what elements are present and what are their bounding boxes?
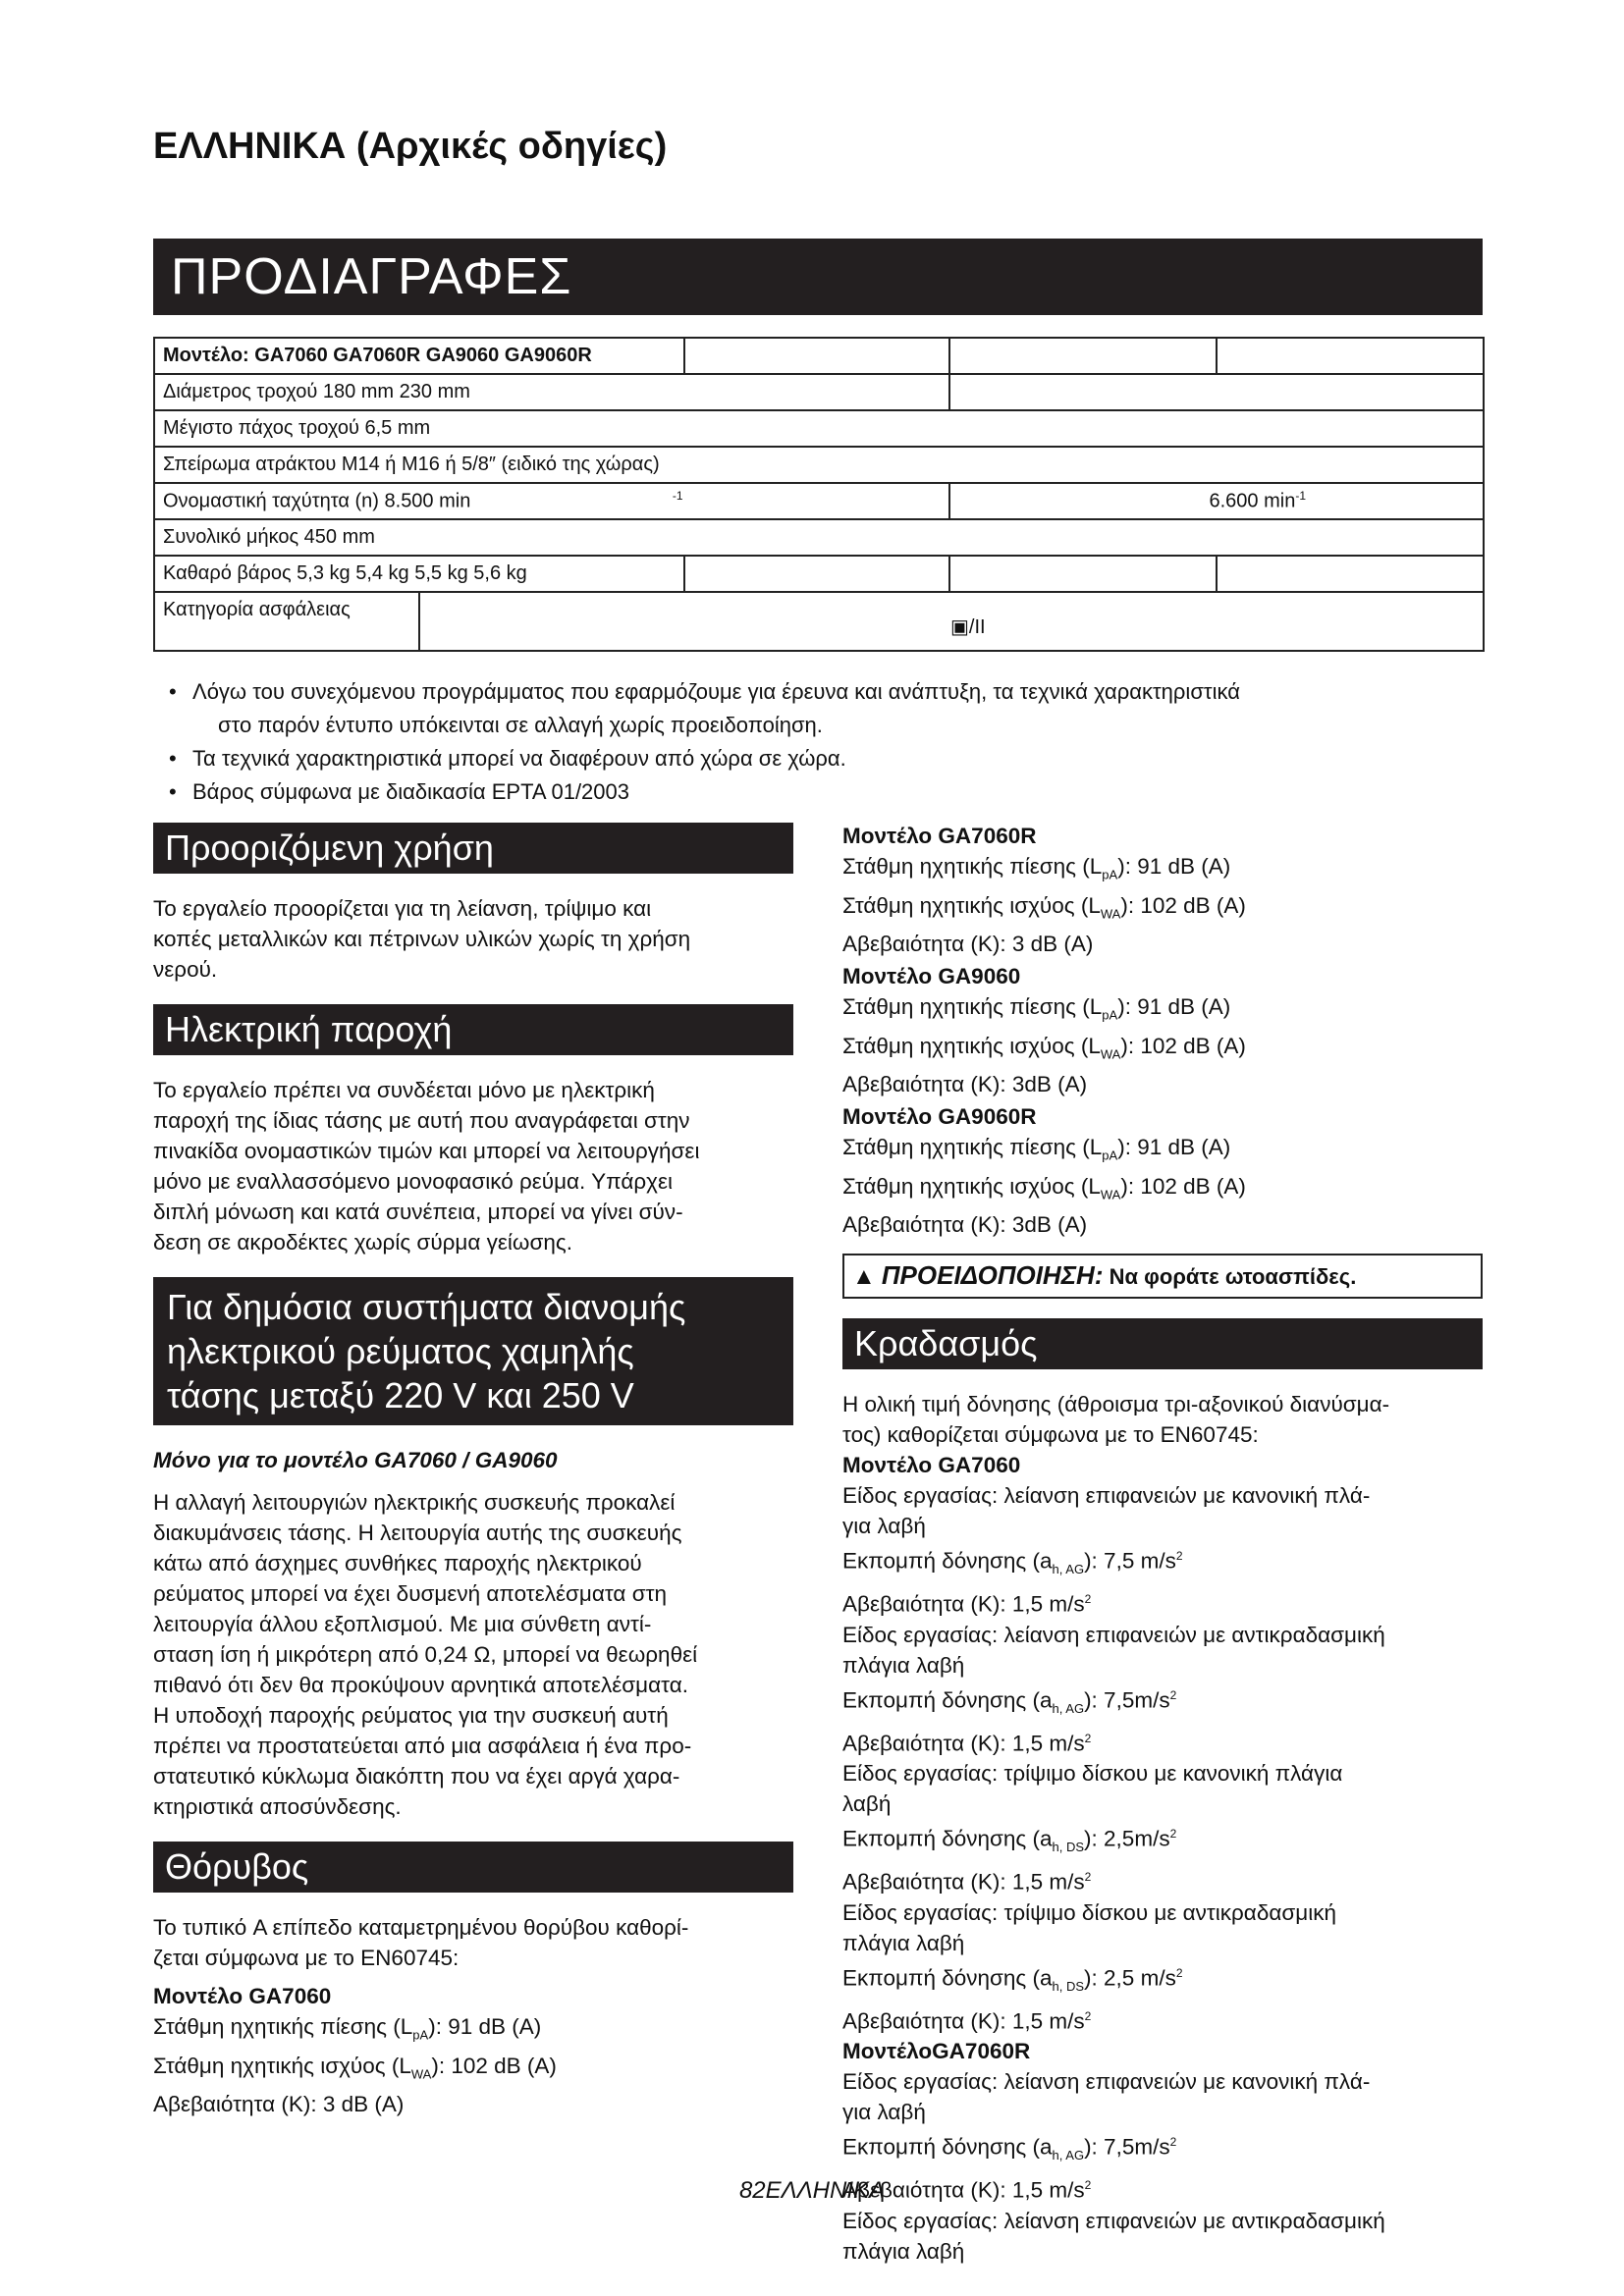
public-lv-text: Η αλλαγή λειτουργιών ηλεκτρικής συσκευής προκαλεί διακυμάνσεις τάσης. Η λειτουργία αυτής της συσκευής κάτω από άσχημες συνθήκες παροχής ηλεκτρικού ρεύματος μπορεί να έχει δυσμενή αποτελέσματα στη λειτουργία άλλου εξοπλισμού. Με μια σύνθετη αντί- σταση ίση ή μικρότερη από 0,24 Ω, μπορεί να θεωρηθεί πιθανό ότι δεν θα προκύψουν αρνητικά αποτελέσματα. Η υποδοχή παροχής ρεύματος για την συσκευή αυτή πρέπει να προστατεύεται από μια ασφάλεια ή ένα προ- στατευτικό κύκλωμα διακόπτη που να έχει αργά χαρα- κτηριστικά αποσύνδεσης. [153, 1490, 698, 1819]
spec-row-model [154, 338, 1484, 374]
warning-text: Να φοράτε ωτοασπίδες. [1103, 1264, 1357, 1289]
spec-max-thickness: Μέγιστο πάχος τροχού 6,5 mm [154, 410, 1484, 447]
spec-rated-speed-text: Ονομαστική ταχύτητα (n) 8.500 min [163, 490, 471, 512]
vibration-entry: Είδος εργασίας: λείανση επιφανειών με αντικραδασμική πλάγια λαβή Εκπομπή δόνησης $(a_{h, AG})$: $7,5m/s^2$ Αβεβαιότητα (K): 1,5 $m/s^2$ [842, 1622, 1385, 1755]
warning-label: ΠΡΟΕΙΔΟΠΟΙΗΣΗ: [881, 1260, 1104, 1290]
noise-intro: Το τυπικό A επίπεδο καταμετρημένου θορύβου καθορί- ζεται σύμφωνα με το EN60745: [153, 1915, 689, 1970]
noise-model-block [842, 821, 1483, 959]
noise-pressure: Στάθμη ηχητικής πίεσης $(L_{pA})$: 91 dB (A) [842, 854, 1231, 882]
spec-rated-speed-sup: -1 [672, 489, 683, 504]
spec-row-speed [154, 483, 1484, 519]
spec-row-safety [154, 592, 1484, 651]
spec-row-thread [154, 447, 1484, 483]
bullet-icon: • [169, 679, 177, 704]
vibration-model-name: ΜοντέλοGA7060R [842, 2039, 1031, 2063]
spec-net-weight: Καθαρό βάρος 5,3 kg 5,4 kg 5,5 kg 5,6 kg [154, 556, 684, 592]
noise-power: Στάθμη ηχητικής ισχύος $(L_{WA})$: 102 dB (A) [842, 1173, 1246, 1201]
noise-pressure: Στάθμη ηχητικής πίεσης $(L_{pA})$: 91 dB (A) [842, 1135, 1231, 1163]
vibration-entry: Είδος εργασίας: τρίψιμο δίσκου με κανονική πλάγια λαβή Εκπομπή δόνησης $(a_{h, DS})$: $2,5m/s^2$ Αβεβαιότητα (K): 1,5 $m/s^2$ [842, 1761, 1343, 1895]
note-item: • Βάρος σύμφωνα με διαδικασία EPTA 01/2003 [169, 775, 1494, 809]
noise-pressure: Στάθμη ηχητικής πίεσης $(L_{pA})$: 91 dB (A) [153, 2014, 542, 2043]
noise-uncertainty: Αβεβαιότητα (K): 3dB (A) [842, 1212, 1088, 1237]
vibration-intro: Η ολική τιμή δόνησης (άθροισμα τρι-αξονικού διανύσμα- τος) καθορίζεται σύμφωνα με το EN60745: [842, 1392, 1390, 1447]
spec-spindle-thread: Σπείρωμα ατράκτου M14 ή M16 ή 5/8″ (ειδικό της χώρας) [154, 447, 1484, 483]
spec-overall-length: Συνολικό μήκος 450 mm [154, 519, 1484, 556]
right-column [842, 821, 1483, 2267]
spec-rated-speed-2-text: 6.600 min [1209, 490, 1296, 512]
vibration-entry: Είδος εργασίας: λείανση επιφανειών με αντικραδασμική πλάγια λαβή [842, 2208, 1385, 2264]
spec-rated-speed [154, 483, 949, 519]
bullet-icon: • [169, 779, 177, 804]
noise-model-block [153, 1981, 793, 2119]
spec-safety-class: Κατηγορία ασφάλειας [154, 592, 419, 651]
vibration-entry: Είδος εργασίας: λείανση επιφανειών με κανονική πλά- για λαβή Εκπομπή δόνησης $(a_{h, AG})$: $7,5m/s^2$ Αβεβαιότητα (K): 1,5 $m/s^2$ [842, 2069, 1371, 2203]
noise-model-name: Μοντέλο GA9060 [842, 964, 1021, 988]
spec-row-length [154, 519, 1484, 556]
noise-uncertainty: Αβεβαιότητα (K): 3 dB (A) [842, 932, 1094, 956]
warning-box [842, 1254, 1483, 1299]
spec-row-weight [154, 556, 1484, 592]
spec-row-diameter [154, 374, 1484, 410]
public-lv-heading: Για δημόσια συστήματα διανομής ηλεκτρικού ρεύματος χαμηλής τάσης μεταξύ 220 V και 250 V [153, 1277, 793, 1425]
note-item: • Τα τεχνικά χαρακτηριστικά μπορεί να διαφέρουν από χώρα σε χώρα. [169, 742, 1494, 775]
noise-power: Στάθμη ηχητικής ισχύος $(L_{WA})$: 102 dB (A) [842, 1033, 1246, 1061]
vibration-entry: Είδος εργασίας: λείανση επιφανειών με κανονική πλά- για λαβή Εκπομπή δόνησης $(a_{h, AG})$: 7,5 $m/s^2$ Αβεβαιότητα (K): 1,5 $m/s^2$ [842, 1483, 1371, 1617]
public-lv-subtitle: Μόνο για το μοντέλο GA7060 / GA9060 [153, 1448, 558, 1472]
noise-model-block [842, 961, 1483, 1099]
note-item-cont: στο παρόν έντυπο υπόκεινται σε αλλαγή χωρίς προειδοποίηση. [218, 713, 823, 737]
spec-rated-speed-2-sup: -1 [1295, 489, 1307, 504]
noise-model-name: Μοντέλο GA7060R [842, 824, 1037, 848]
warning-triangle-icon: ▲ [852, 1263, 876, 1290]
noise-model-block [842, 1101, 1483, 1240]
noise-power: Στάθμη ηχητικής ισχύος $(L_{WA})$: 102 dB (A) [842, 892, 1246, 921]
power-supply-heading: Ηλεκτρική παροχή [153, 1004, 793, 1055]
spec-notes [169, 675, 1494, 809]
vibration-entry: Είδος εργασίας: τρίψιμο δίσκου με αντικραδασμική πλάγια λαβή Εκπομπή δόνησης $(a_{h, DS})$: 2,5 $m/s^2$ Αβεβαιότητα (K): 1,5 $m/s^2$ [842, 1899, 1336, 2033]
note-item: • Λόγω του συνεχόμενου προγράμματος που εφαρμόζουμε για έρευνα και ανάπτυξη, τα τεχνικά χαρακτηριστικά [169, 675, 1494, 709]
noise-pressure: Στάθμη ηχητικής πίεσης $(L_{pA})$: 91 dB (A) [842, 994, 1231, 1023]
intended-use-text: Το εργαλείο προορίζεται για τη λείανση, τρίψιμο και κοπές μεταλλικών και πέτρινων υλικών χωρίς τη χρήση νερού. [153, 896, 691, 982]
specifications-table [153, 337, 1485, 652]
spec-safety-class-value: ▣/II [419, 592, 1484, 651]
noise-heading: Θόρυβος [153, 1842, 793, 1893]
noise-uncertainty: Αβεβαιότητα (K): 3 dB (A) [153, 2092, 405, 2116]
left-column [153, 823, 793, 2119]
spec-model: Μοντέλο: GA7060 GA7060R GA9060 GA9060R [154, 338, 684, 374]
specifications-heading: ΠΡΟΔΙΑΓΡΑΦΕΣ [153, 239, 1483, 315]
noise-model-name: Μοντέλο GA9060R [842, 1104, 1037, 1129]
noise-uncertainty: Αβεβαιότητα (K): 3dB (A) [842, 1072, 1088, 1096]
language-title: ΕΛΛΗΝΙΚΑ (Αρχικές οδηγίες) [153, 126, 668, 167]
intended-use-heading: Προοριζόμενη χρήση [153, 823, 793, 874]
bullet-icon: • [169, 746, 177, 771]
spec-rated-speed-2 [949, 483, 1484, 519]
vibration-heading: Κραδασμός [842, 1318, 1483, 1369]
spec-row-thickness [154, 410, 1484, 447]
spec-wheel-diameter: Διάμετρος τροχού 180 mm 230 mm [154, 374, 949, 410]
page-footer: 82ΕΛΛΗΝΙΚΑ [738, 2177, 886, 2204]
vibration-model-name: Μοντέλο GA7060 [842, 1453, 1021, 1477]
noise-power: Στάθμη ηχητικής ισχύος $(L_{WA})$: 102 dB (A) [153, 2053, 557, 2081]
noise-model-name: Μοντέλο GA7060 [153, 1984, 332, 2008]
power-supply-text: Το εργαλείο πρέπει να συνδέεται μόνο με ηλεκτρική παροχή της ίδιας τάσης με αυτή που αναγράφεται στην πινακίδα ονομαστικών τιμών και μπορεί να λειτουργήσει μόνο με εναλλασσόμενο μονοφασικό ρεύμα. Υπάρχει διπλή μόνωση και κατά συνέπεια, μπορεί να γίνει σύν- δεση σε ακροδέκτες χωρίς σύρμα γείωσης. [153, 1078, 700, 1255]
